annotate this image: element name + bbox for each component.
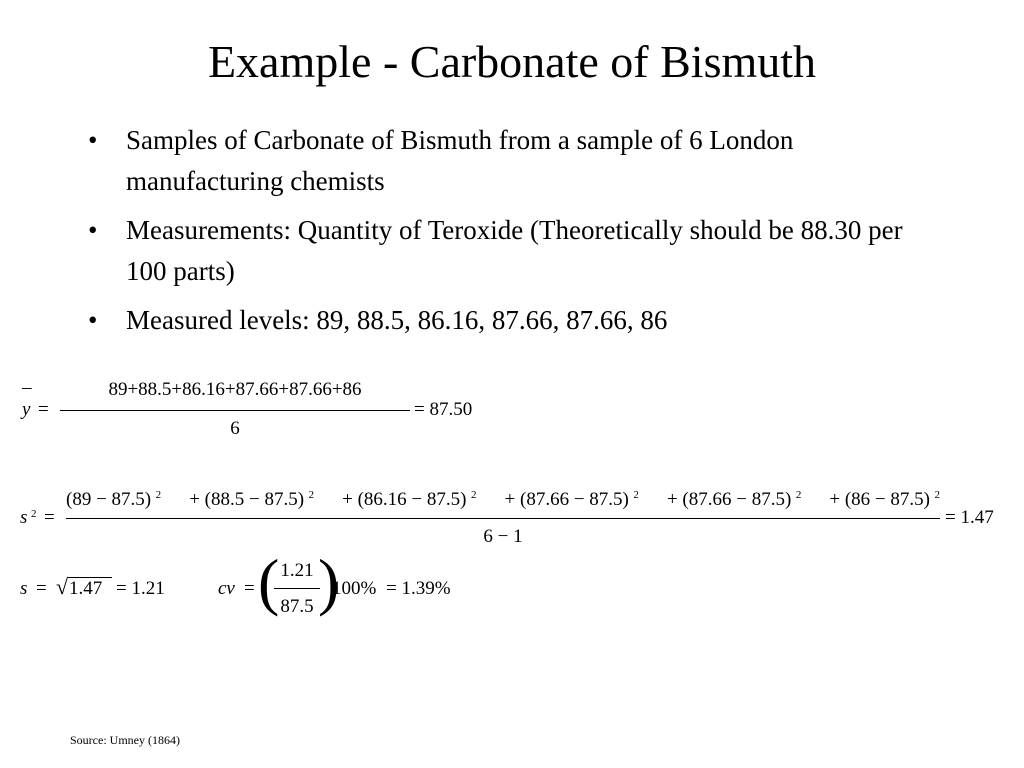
mean-numerator: 89+88.5+86.16+87.66+87.66+86 xyxy=(108,379,362,400)
mean-symbol: y xyxy=(22,399,31,420)
cv-result: = 1.39% xyxy=(386,578,451,599)
variance-term-exp: 2 xyxy=(308,489,315,501)
cv-symbol: cv xyxy=(218,578,235,599)
mean-result: = 87.50 xyxy=(414,399,473,420)
variance-denominator: 6 − 1 xyxy=(483,526,523,547)
bullet-marker: • xyxy=(88,305,98,335)
bullet-text: Samples of Carbonate of Bismuth from a sample of 6 London manufacturing chemists xyxy=(126,125,794,196)
cv-right-paren: ) xyxy=(318,546,340,617)
bullet-text: Measured levels: 89, 88.5, 86.16, 87.66, 87.66, 86 xyxy=(126,305,668,335)
variance-term-text: + (87.66 − 87.5) xyxy=(666,489,792,510)
source-citation: Source: Umney (1864) xyxy=(70,733,180,747)
bullet-marker: • xyxy=(88,215,98,245)
variance-result: = 1.47 xyxy=(945,507,994,528)
cv-factor: 100% xyxy=(332,578,377,599)
variance-term-exp: 2 xyxy=(934,489,940,501)
cv-equals: = xyxy=(244,578,255,599)
variance-symbol: s xyxy=(20,507,28,528)
variance-term-text: + (87.66 − 87.5) xyxy=(504,489,629,510)
sd-radicand: 1.47 xyxy=(69,578,103,599)
variance-term-text: + (88.5 − 87.5) xyxy=(189,489,305,510)
bullet-marker: • xyxy=(88,125,98,155)
variance-equals: = xyxy=(44,507,55,528)
variance-term-exp: 2 xyxy=(633,489,639,501)
sd-result: = 1.21 xyxy=(116,578,165,599)
variance-term-exp: 2 xyxy=(795,489,802,501)
variance-term-text: + (86.16 − 87.5) xyxy=(342,489,467,510)
sqrt-symbol: √ xyxy=(56,574,69,599)
sd-symbol: s xyxy=(20,578,28,599)
cv-fraction-line xyxy=(274,588,320,589)
variance-term-exp: 2 xyxy=(155,489,162,501)
slide-title: Example - Carbonate of Bismuth xyxy=(207,36,817,87)
variance-term-text: + (86 − 87.5) xyxy=(829,489,930,510)
variance-term-text: (89 − 87.5) xyxy=(66,489,152,510)
mean-bar: – xyxy=(22,377,32,398)
cv-numerator: 1.21 xyxy=(280,560,314,581)
bullet-text: Measurements: Quantity of Teroxide (Theoretically should be 88.30 per 100 parts) xyxy=(126,215,903,286)
variance-exponent: 2 xyxy=(31,508,37,520)
mean-denominator: 6 xyxy=(230,418,240,439)
mean-equals: = xyxy=(38,399,49,420)
variance-term-exp: 2 xyxy=(470,489,477,501)
cv-left-paren: ( xyxy=(258,546,280,617)
sd-equals: = xyxy=(36,578,47,599)
cv-denominator: 87.5 xyxy=(280,596,314,617)
